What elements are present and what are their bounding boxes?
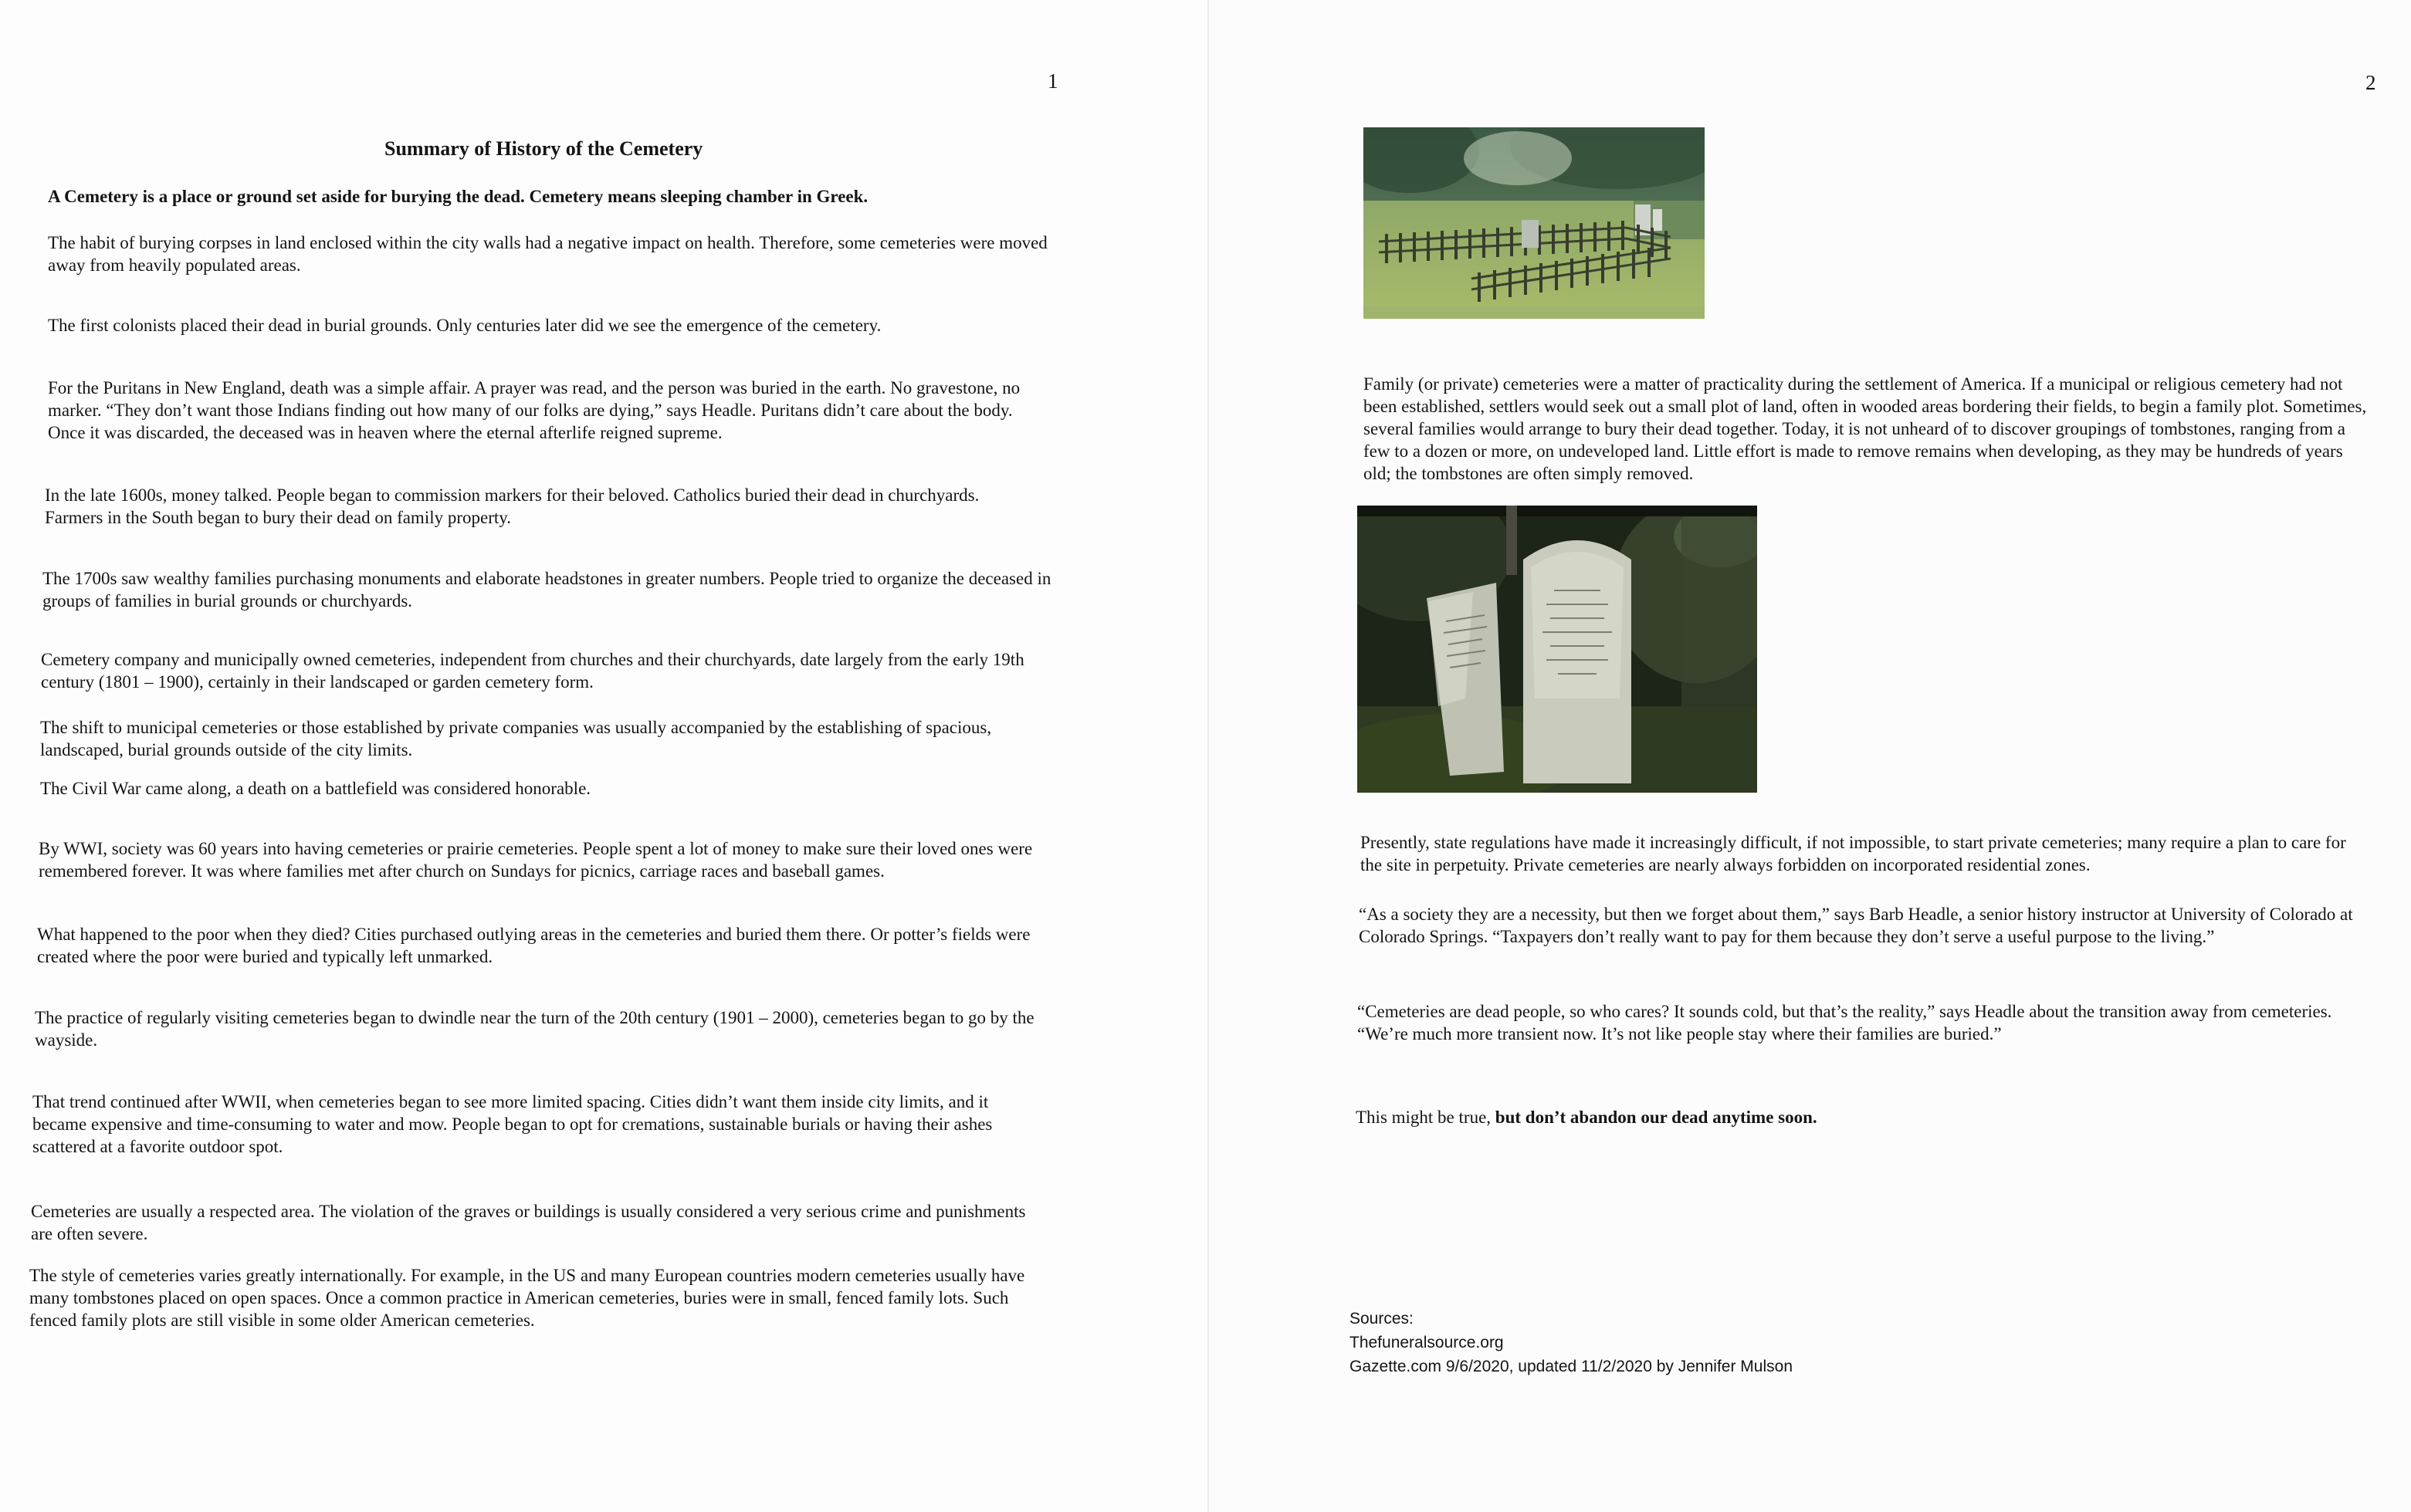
paragraph-shift: The shift to municipal cemeteries or those established by private companies was usually accompanied by the establishing of spacious, landscaped, burial grounds outside of the city limits. xyxy=(40,718,992,759)
sources-heading: Sources: xyxy=(1349,1310,1414,1328)
closing-bold: but don’t abandon our dead anytime soon. xyxy=(1495,1108,1817,1127)
paragraph-1600s: In the late 1600s, money talked. People began to commission markers for their beloved. Catholics buried their dead in churchyards. Farmers in the South began to bury their dead on family property. xyxy=(45,485,980,527)
paragraph-dwindle: The practice of regularly visiting cemeteries began to dwindle near the turn of the 20th century (1901 – 2000), cemeteries began to go by the wayside. xyxy=(35,1008,1034,1050)
lead-definition: A Cemetery is a place or ground set aside for burying the dead. Cemetery means sleeping chamber in Greek. xyxy=(48,187,869,206)
tombstones-photo xyxy=(1357,506,1757,793)
paragraph-respected: Cemeteries are usually a respected area. The violation of the graves or buildings is usually considered a very serious crime and punishments are often severe. xyxy=(31,1202,1026,1243)
paragraph-health: The habit of burying corpses in land enclosed within the city walls had a negative impact on health. Therefore, some cemeteries were moved away from heavily populated areas. xyxy=(48,233,1048,275)
paragraph-civil-war: The Civil War came along, a death on a battlefield was considered honorable. xyxy=(40,779,591,798)
page-number: 1 xyxy=(1048,69,1058,93)
paragraph-headle-quote: “As a society they are a necessity, but then we forget about them,” says Barb Headle, a senior history instructor at University of Colorado at Colorado Springs. “Taxpayers don’t really want to pay for them because they don’t serve a useful purpose to the living.” xyxy=(1359,905,2353,946)
paragraph-regulations: Presently, state regulations have made it increasingly difficult, if not impossible, to start private cemeteries; many require a plan to care for the site in perpetuity. Private cemeteries are nearly always forbidden on incorporated residential zones. xyxy=(1360,833,2346,874)
closing-plain: This might be true, xyxy=(1356,1108,1495,1127)
source-item: Thefuneralsource.org xyxy=(1349,1334,1504,1351)
paragraph-style: The style of cemeteries varies greatly internationally. For example, in the US and many European countries modern cemeteries usually have many tombstones placed on open spaces. Once a common practice in American cemeteries, buries were in small, fenced family lots. Such fenced family plots are still visible in some older American cemeteries. xyxy=(29,1266,1025,1330)
paragraph-wwi: By WWI, society was 60 years into having cemeteries or prairie cemeteries. People spent a lot of money to make sure their loved ones were remembered forever. It was where families met after church on Sundays for picnics, carriage races and baseball games. xyxy=(39,839,1033,881)
paragraph-wwii: That trend continued after WWII, when cemeteries began to see more limited spacing. Cities didn’t want them inside city limits, and it became expensive and time-consuming to water and mow. People began to opt for cremations, sustainable burials or having their ashes scattered at a favorite outdoor spot. xyxy=(32,1092,993,1156)
page-title: Summary of History of the Cemetery xyxy=(384,137,703,160)
paragraph-transient: “Cemeteries are dead people, so who cares? It sounds cold, but that’s the reality,” says Headle about the transition away from cemeteries. “We’re much more transient now. It’s not like people stay where their families are buried.” xyxy=(1357,1002,2332,1044)
paragraph-colonists: The first colonists placed their dead in burial grounds. Only centuries later did we see the emergence of the cemetery. xyxy=(48,316,882,335)
paragraph-1700s: The 1700s saw wealthy families purchasing monuments and elaborate headstones in greater numbers. People tried to organize the deceased in groups of families in burial grounds or churchyards. xyxy=(42,569,1051,611)
paragraph-family-cemeteries: Family (or private) cemeteries were a matter of practicality during the settlement of America. If a municipal or religious cemetery had not been established, settlers would seek out a small plot of land, often in wooded areas bordering their fields, to begin a family plot. Sometimes, several families would arrange to bury their dead together. Today, it is not unheard of to discover groupings of tombstones, ranging from a few to a dozen or more, on undeveloped land. Little effort is made to remove remains when developing, as they may be hundreds of years old; the tombstones are often simply removed. xyxy=(1363,374,2367,483)
closing-statement xyxy=(1356,1106,2359,1128)
page-2 xyxy=(1209,0,2411,1512)
paragraph-municipal: Cemetery company and municipally owned cemeteries, independent from churches and their churchyards, date largely from the early 19th century (1801 – 1900), certainly in their landscaped or garden cemetery form. xyxy=(41,650,1024,692)
paragraph-puritans: For the Puritans in New England, death was a simple affair. A prayer was read, and the person was buried in the earth. No gravestone, no marker. “They don’t want those Indians finding out how many of our folks are dying,” says Headle. Puritans didn’t care about the body. Once it was discarded, the deceased was in heaven where the eternal afterlife reigned supreme. xyxy=(48,378,1021,442)
paragraph-poor: What happened to the poor when they died? Cities purchased outlying areas in the cemeteries and buried them there. Or potter’s fields were created where the poor were buried and typically left unmarked. xyxy=(37,925,1031,966)
source-item: Gazette.com 9/6/2020, updated 11/2/2020 by Jennifer Mulson xyxy=(1349,1358,1793,1375)
fenced-family-plot-photo xyxy=(1363,127,1705,319)
page-number: 2 xyxy=(2365,71,2376,94)
